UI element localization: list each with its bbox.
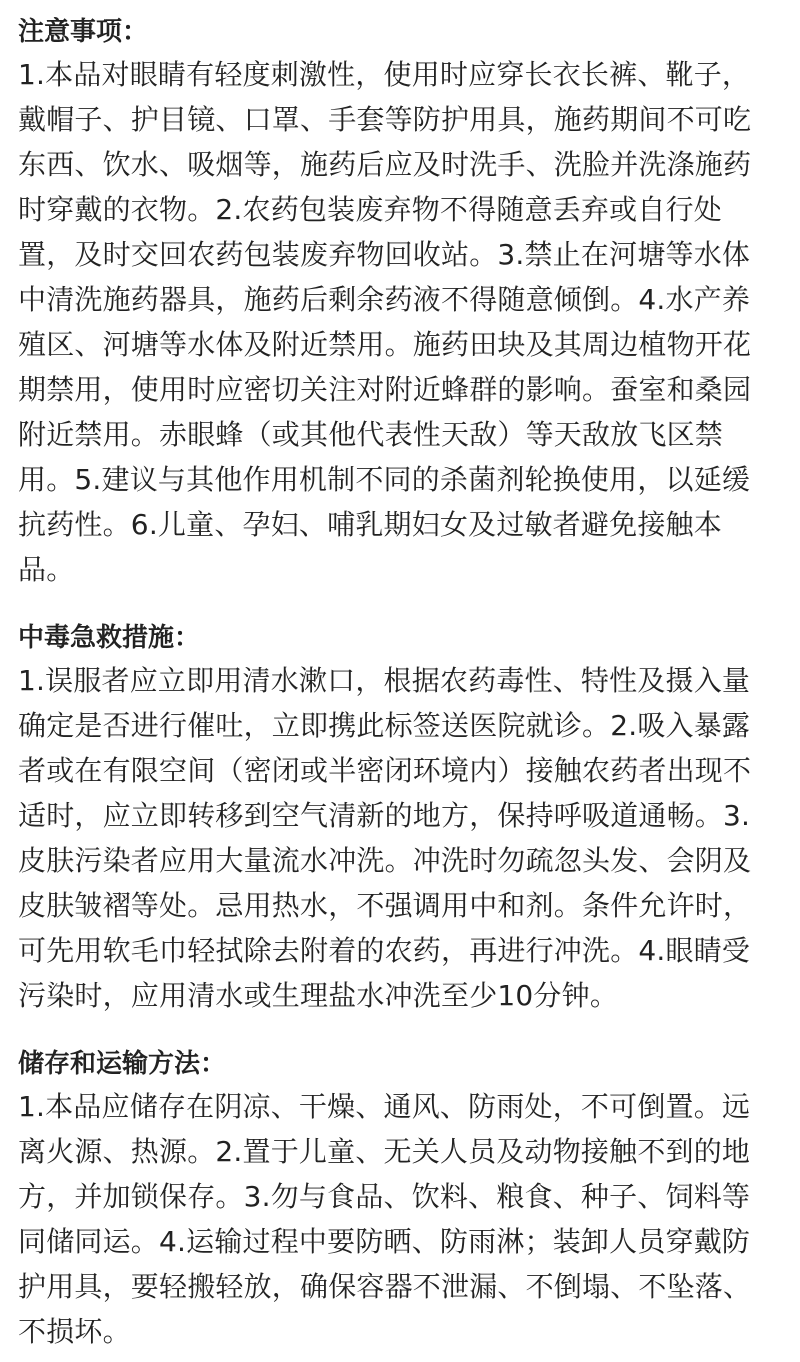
storage-heading: 储存和运输方法： — [18, 1049, 227, 1079]
first-aid-heading: 中毒急救措施： — [18, 623, 201, 653]
precautions-text: 1.本品对眼睛有轻度刺激性，使用时应穿长衣长裤、靴子，戴帽子、护目镜、口罩、手套等防护用具，施药期间不可吃东西、饮水、吸烟等，施药后应及时洗手、洗脸并洗涤施药时穿戴的衣物。2.农药包装废弃物不得随意丢弃或自行处置，及时交回农药包装废弃物回收站。3.禁止在河塘等水体中清洗施药器具，施药后剩余药液不得随意倾倒。4.水产养殖区、河塘等水体及附近禁用。施药田块及其周边植物开花期禁用，使用时应密切关注对附近蜂群的影响。蚕室和桑园附近禁用。赤眼蜂（或其他代表性天敌）等天敌放飞区禁用。5.建议与其他作用机制不同的杀菌剂轮换使用，以延缓抗药性。6.儿童、孕妇、哺乳期妇女及过敏者避免接触本品。 — [18, 58, 752, 586]
section-storage-transport — [18, 1044, 778, 1354]
first-aid-text: 1.误服者应立即用清水漱口，根据农药毒性、特性及摄入量确定是否进行催吐，立即携此标签送医院就诊。2.吸入暴露者或在有限空间（密闭或半密闭环境内）接触农药者出现不适时，应立即转移到空气清新的地方，保持呼吸道通畅。3.皮肤污染者应用大量流水冲洗。冲洗时勿疏忽头发、会阴及皮肤皱褶等处。忌用热水，不强调用中和剂。条件允许时，可先用软毛巾轻拭除去附着的农药，再进行冲洗。4.眼睛受污染时，应用清水或生理盐水冲洗至少10分钟。 — [18, 664, 752, 1012]
section-precautions — [18, 12, 778, 592]
section-first-aid — [18, 618, 778, 1018]
storage-text: 1.本品应储存在阴凉、干燥、通风、防雨处，不可倒置。远离火源、热源。2.置于儿童、无关人员及动物接触不到的地方，并加锁保存。3.勿与食品、饮料、粮食、种子、饲料等同储同运。4.运输过程中要防晒、防雨淋；装卸人员穿戴防护用具，要轻搬轻放，确保容器不泄漏、不倒塌、不坠落、不损坏。 — [18, 1090, 752, 1348]
precautions-heading: 注意事项： — [18, 17, 149, 47]
